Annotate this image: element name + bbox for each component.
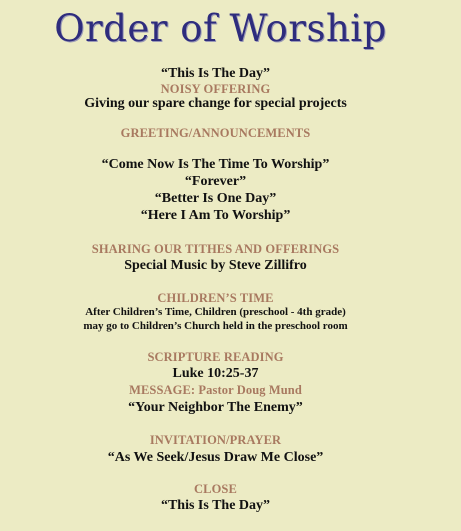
close-heading: CLOSE xyxy=(194,482,237,496)
childrens-time-line-2: may go to Children’s Church held in the preschool room xyxy=(83,320,348,332)
greeting-song-1: “Come Now Is The Time To Worship” xyxy=(101,157,330,172)
opening-song: “This Is The Day” xyxy=(160,66,271,81)
message-title: “Your Neighbor The Enemy” xyxy=(128,400,303,415)
greeting-heading: GREETING/ANNOUNCEMENTS xyxy=(120,126,311,140)
special-music-text: Special Music by Steve Zillifro xyxy=(124,258,307,273)
greeting-song-2: “Forever” xyxy=(184,174,247,189)
message-heading: MESSAGE: Pastor Doug Mund xyxy=(129,383,302,397)
invitation-songs: “As We Seek/Jesus Draw Me Close” xyxy=(107,450,324,465)
scripture-heading: SCRIPTURE READING xyxy=(147,350,284,364)
greeting-song-4: “Here I Am To Worship” xyxy=(140,208,291,223)
page-title: Order of Worship xyxy=(54,7,387,50)
offering-heading: SHARING OUR TITHES AND OFFERINGS xyxy=(91,242,340,256)
noisy-offering-heading: NOISY OFFERING xyxy=(160,82,271,96)
scripture-reference: Luke 10:25-37 xyxy=(172,366,259,381)
childrens-time-line-1: After Children’s Time, Children (preschool - 4th grade) xyxy=(85,306,346,318)
closing-song: “This Is The Day” xyxy=(160,498,271,513)
noisy-offering-text: Giving our spare change for special projects xyxy=(84,96,347,111)
invitation-heading: INVITATION/PRAYER xyxy=(149,433,282,447)
greeting-song-3: “Better Is One Day” xyxy=(154,191,277,206)
childrens-time-heading: CHILDREN’S TIME xyxy=(157,291,274,305)
